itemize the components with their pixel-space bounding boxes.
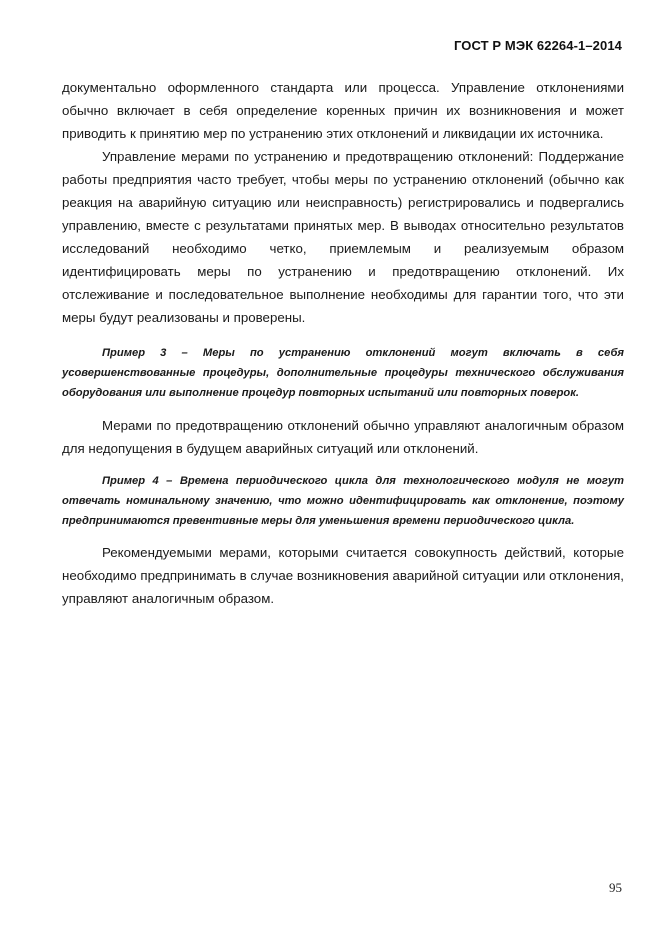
standard-header: ГОСТ Р МЭК 62264-1–2014 xyxy=(454,38,622,53)
document-body xyxy=(62,76,624,610)
paragraph-continuation: документально оформленного стандарта или процесса. Управление отклонениями обычно включает в себя определение коренных причин их возникновения и может приводить к принятию мер по устранению этих отклонений и ликвидации их источника. xyxy=(62,80,624,141)
paragraph-corrective-actions: Управление мерами по устранению и предотвращению отклонений: Поддержание работы предприятия часто требует, чтобы меры по устранению отклонений (обычно как реакция на аварийную ситуацию или неисправность) регистрировались и подвергались управлению, вместе с результатами принятых мер. В выводах относительно результатов исследований необходимо четко, приемлемым и реализуемым образом идентифицировать меры по устранению и предотвращению отклонений. Их отслеживание и последовательное выполнение необходимы для гарантии того, что эти меры будут реализованы и проверены. xyxy=(62,149,624,325)
paragraph-preventive-actions: Мерами по предотвращению отклонений обычно управляют аналогичным образом для недопущения в будущем аварийных ситуаций или отклонений. xyxy=(62,418,624,456)
page-number: 95 xyxy=(609,880,622,895)
example-3-note: Пример 3 – Меры по устранению отклонений могут включать в себя усовершенствованные процедуры, дополнительные процедуры технического обслуживания оборудования или выполнение процедур повторных испытаний или повторных поверок. xyxy=(62,347,624,399)
paragraph-recommended-actions: Рекомендуемыми мерами, которыми считается совокупность действий, которые необходимо предпринимать в случае возникновения аварийной ситуации или отклонения, управляют аналогичным образом. xyxy=(62,545,624,606)
example-4-note: Пример 4 – Времена периодического цикла для технологического модуля не могут отвечать номинальному значению, что можно идентифицировать как отклонение, поэтому предпринимаются превентивные меры для уменьшения времени периодического цикла. xyxy=(62,475,624,527)
